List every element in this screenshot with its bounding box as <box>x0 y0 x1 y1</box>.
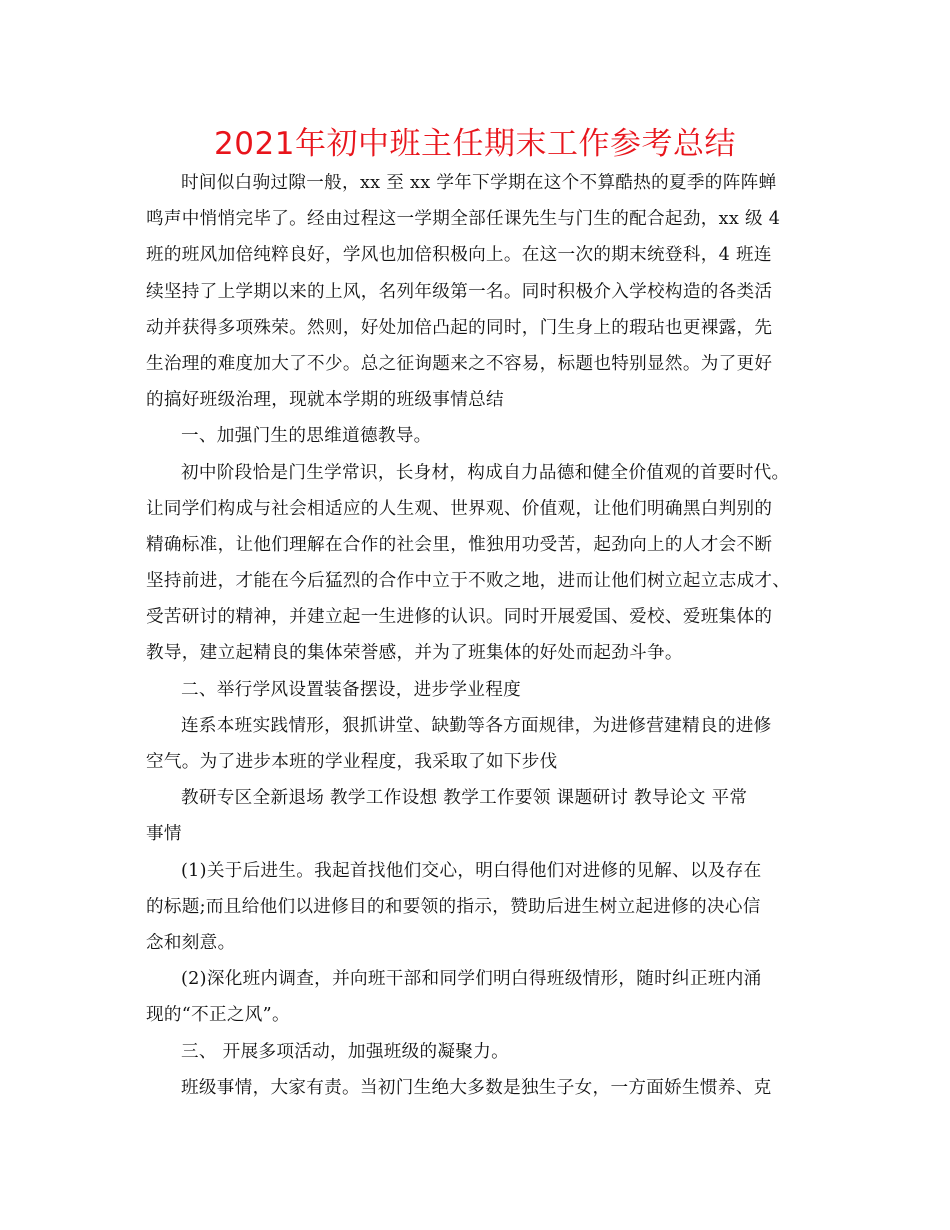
text-line: 班的班风加倍纯粹良好，学风也加倍积极向上。在这一次的期末统登科，4 班连 <box>146 245 772 266</box>
text-line: 一、加强门生的思维道德教导。 <box>181 426 432 447</box>
text-line: 受苦研讨的精神，并建立起一生进修的认识。同时开展爱国、爱校、爱班集体的 <box>146 607 773 628</box>
text-line: (1)关于后进生。我起首找他们交心，明白得他们对进修的见解、以及存在 <box>181 860 762 881</box>
text-line: 连系本班实践情形，狠抓讲堂、缺勤等各方面规律，为进修营建精良的进修 <box>181 715 772 736</box>
text-line: 的搞好班级治理，现就本学期的班级事情总结 <box>146 390 504 411</box>
text-line: 时间似白驹过隙一般，xx 至 xx 学年下学期在这个不算酷热的夏季的阵阵蝉 <box>181 173 777 193</box>
text-line: 二、举行学风设置装备摆设，进步学业程度 <box>181 679 521 700</box>
text-line: (2)深化班内调查，并向班干部和同学们明白得班级情形，随时纠正班内涌 <box>181 969 762 990</box>
text-line: 鸣声中悄悄完毕了。经由过程这一学期全部任课先生与门生的配合起劲，xx 级 4 <box>146 209 781 230</box>
document-title: 2021年初中班主任期末工作参考总结 <box>214 126 736 162</box>
text-line: 班级事情，大家有责。当初门生绝大多数是独生子女，一方面娇生惯养、克 <box>181 1077 772 1098</box>
text-line: 教导，建立起精良的集体荣誉感，并为了班集体的好处而起劲斗争。 <box>146 643 683 664</box>
text-line: 的标题;而且给他们以进修目的和要领的指示，赞助后进生树立起进修的决心信 <box>146 896 761 917</box>
text-line: 现的“不正之风”。 <box>146 1005 290 1026</box>
text-line: 让同学们构成与社会相适应的人生观、世界观、价值观，让他们明确黑白判别的 <box>146 498 773 519</box>
text-line: 坚持前进，才能在今后猛烈的合作中立于不败之地，进而让他们树立起立志成才、 <box>146 571 791 592</box>
text-line: 精确标准，让他们理解在合作的社会里，惟独用功受苦，起劲向上的人才会不断 <box>146 534 773 555</box>
text-line: 念和刻意。 <box>146 932 236 953</box>
text-line: 教研专区全新退场 教学工作设想 教学工作要领 课题研讨 教导论文 平常 <box>181 788 748 809</box>
text-line: 动并获得多项殊荣。然则，好处加倍凸起的同时，门生身上的瑕玷也更裸露，先 <box>146 317 773 338</box>
document-body <box>146 165 806 1106</box>
text-line: 续坚持了上学期以来的上风，名列年级第一名。同时积极介入学校构造的各类活 <box>146 281 773 302</box>
text-line: 生治理的难度加大了不少。总之征询题来之不容易，标题也特别显然。为了更好 <box>146 353 773 374</box>
text-line: 空气。为了进步本班的学业程度，我采取了如下步伐 <box>146 752 558 772</box>
text-line: 事情 <box>146 824 182 845</box>
text-line: 初中阶段恰是门生学常识，长身材，构成自力品德和健全价值观的首要时代。 <box>181 462 790 483</box>
text-line: 三、 开展多项活动，加强班级的凝聚力。 <box>181 1041 509 1062</box>
